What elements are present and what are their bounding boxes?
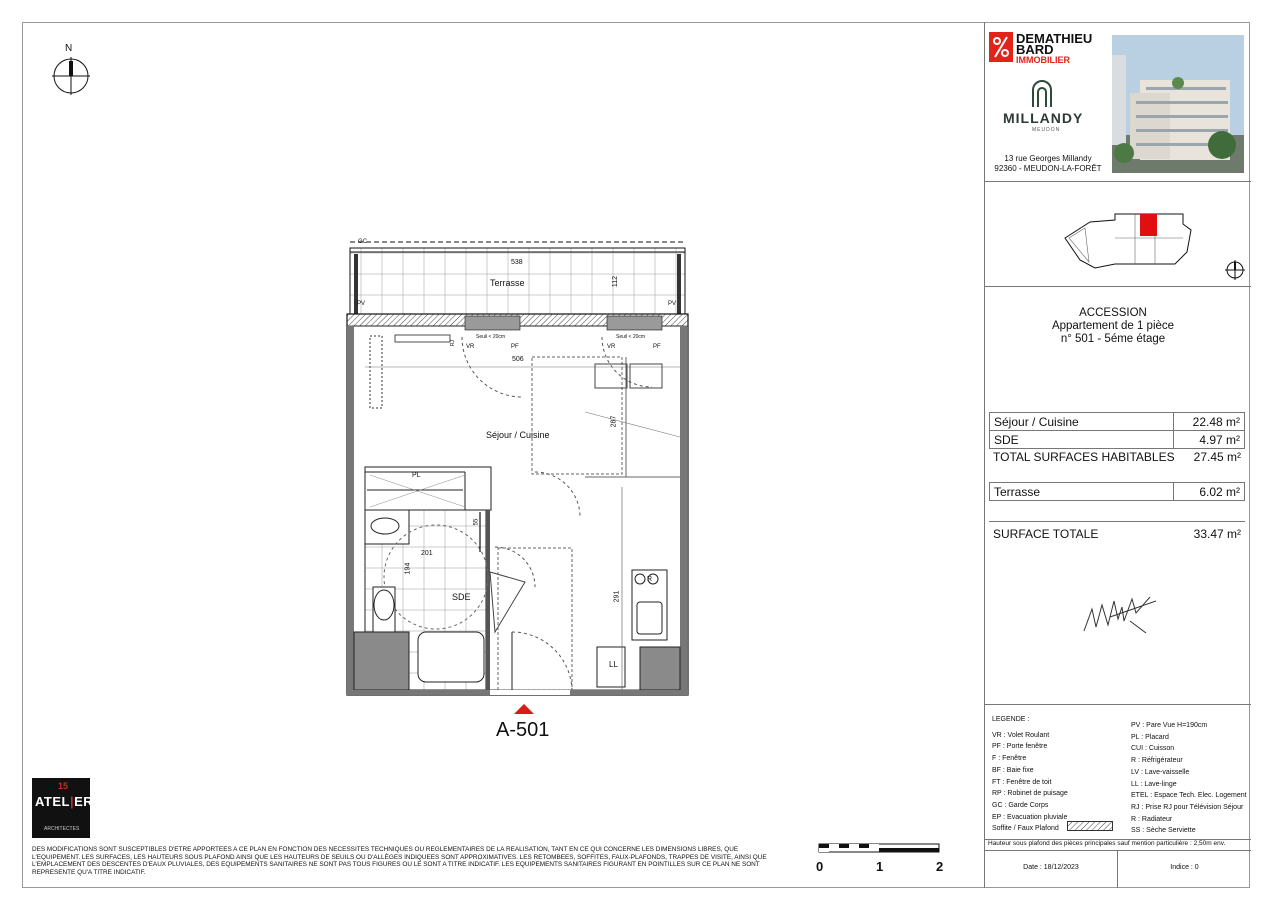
seuil-left: Seuil < 20cm [476,334,506,340]
pv-right-label: PV [668,301,677,307]
window-right [607,316,662,330]
legend-item: EP : Evacuation pluviale [992,813,1068,821]
legend-item: LL : Lave-linge [1131,780,1177,788]
rj-label: RJ [450,339,457,347]
vr-left-label: VR [466,344,475,350]
dim-201: 201 [421,550,433,557]
address-line-2: 92360 - MEUDON-LA-FORÊT [994,164,1102,173]
surface-label: Séjour / Cuisine [990,413,1174,431]
dim-55: 55 [473,518,480,526]
surface-label: SDE [990,431,1174,449]
legend-item: R : Radiateur [1131,815,1173,823]
address-line-1: 13 rue Georges Millandy [1004,154,1092,163]
legend-item: BF : Baie fixe [992,766,1034,774]
vr-right-label: VR [607,344,616,350]
project-subname: MEUDON [1032,127,1061,133]
architect-logo: 15 ATEL|ERS ARCHITECTES [32,778,90,838]
dim-194: 194 [404,562,412,575]
window-left [465,316,520,330]
terrace-label: Terrasse [490,278,525,288]
bathtub [418,632,484,682]
legend-item: RJ : Prise RJ pour Télévision Séjour [1131,803,1244,811]
legend-item: RP : Robinet de puisage [992,790,1068,798]
floor-plan [340,232,700,732]
total-surface-table [989,521,1245,542]
title-block [984,22,1250,888]
total-surface-label: SURFACE TOTALE [993,526,1099,541]
legend-item: VR : Volet Roulant [992,731,1050,739]
apartment-highlight [1140,214,1157,236]
terrace-depth-dim: 112 [612,275,620,288]
sejour-label: Séjour / Cuisine [486,430,550,440]
program-title: ACCESSION [1079,307,1147,319]
compass-icon [52,57,90,95]
terrace-table [989,482,1245,501]
key-plan [1055,204,1255,286]
terrace-width-dim: 538 [511,259,523,266]
ll-label: LL [609,660,618,669]
legend-item: PF : Porte fenêtre [992,743,1048,751]
legend-item: PV : Pare Vue H=190cm [1131,722,1208,729]
surface-row [990,413,1245,431]
disclaimer-text: DES MODIFICATIONS SONT SUSCEPTIBLES D'ETRE APPORTEES A CE PLAN EN FONCTION DES NECESSITES TECHNIQUES OU REGLEMENTAIRES DE LA REALISATION, TANT EN CE QUI CONCERNE LES DIMENSIONS LIBRES, QUE L'EQUIPEMENT. LES SURFACES, LES HAUTEURS SOUS PLAFOND AINSI QUE LES HAUTEURS DE SEUILS OU D'ALLÈGES INDIQUEES SONT APPROXIMATIVES. LES RETOMBEES, SOFFITES, FAUX-PLAFONDS, TRAPPES DE VISITE, AINSI QUE L'EMPLACEMENT DES DESCENTES D'EAUX PLUVIALES, DES EQUIPEMENTS SANITAIRES NE SONT PAS TOUS FIGURES OU LE SONT A TITRE INDICATIF. LES EQUIPEMENTS SANITAIRES FIGURANT EN POINTILLES SUR CE PLAN NE SONT REPRESENTE QU'A TITRE INDICATIF. [32,846,767,876]
terrace-surface-label: Terrasse [990,483,1174,501]
architect-name-1: ATEL [35,794,70,809]
dim-287: 287 [610,415,618,428]
legend-item: ETEL : Espace Tech. Elec. Logement [1131,792,1247,800]
total-habitable-table [989,448,1245,465]
scale-1: 1 [876,859,884,874]
total-habitable-value: 27.45 m² [1193,449,1241,464]
surface-value: 22.48 m² [1174,413,1245,431]
pf-right-label: PF [653,344,661,350]
date-label: Date : 18/12/2023 [1023,864,1079,871]
right-wall [680,326,687,695]
entrance-marker-icon [513,703,535,715]
toilet [373,587,395,632]
legend-title: LEGENDE : [992,716,1030,723]
program-line-1: Appartement de 1 pièce [1051,320,1175,332]
brand-line-1: DEMATHIEU [1016,31,1093,46]
soffite-hatch-swatch [1067,821,1113,831]
millandy-logo-icon [1031,80,1053,108]
scale-0: 0 [816,859,824,874]
surface-table [989,412,1245,449]
program-line-2: n° 501 - 5éme étage [1060,333,1166,345]
legend-item: Soffite / Faux Plafond [992,825,1059,833]
north-compass [52,43,92,99]
seuil-right: Seuil < 20cm [616,334,646,340]
total-habitable-label: TOTAL SURFACES HABITABLES [993,449,1175,464]
legend-item: PL : Placard [1131,733,1169,741]
apartment-code: A-501 [496,719,550,741]
surface-value: 4.97 m² [1174,431,1245,449]
sde-label: SDE [452,592,471,602]
brand-logo-icon [989,32,1013,62]
privacy-screen-right [677,254,681,314]
legend-item: GC : Garde Corps [992,801,1049,809]
signature [1080,587,1160,637]
dim-291: 291 [613,590,621,603]
ceiling-height-note: Hauteur sous plafond des pièces principales sauf mention particulière : 2,50m env. [988,840,1226,847]
architect-subtitle: ARCHITECTES [44,826,80,832]
legend-item: SS : Sèche Serviette [1131,827,1196,835]
project-name: MILLANDY [1003,110,1084,126]
legend-item: LV : Lave-vaisselle [1131,768,1190,776]
north-label: N [65,43,73,54]
dim-506: 506 [512,356,524,363]
total-surface-value: 33.47 m² [1193,526,1241,541]
legend-item: R : Réfrigérateur [1131,757,1183,765]
left-wall [347,326,354,695]
legend-item: FT : Fenêtre de toit [992,778,1052,786]
legend-right [1131,720,1247,837]
scale-2: 2 [936,859,944,874]
legend-item: CUI : Cuisson [1131,745,1175,753]
architect-number: 15 [58,781,69,791]
building-rendering [1112,35,1244,173]
legend-left [992,714,1068,835]
brand-line-3: IMMOBILIER [1016,55,1070,65]
r-label: R [647,576,653,583]
index-label: Indice : 0 [1170,864,1199,871]
legend-item: F : Fenêtre [992,755,1027,763]
architect-name-2: ERS [74,794,103,809]
terrace-surface-value: 6.02 m² [1174,483,1245,501]
scale-bar [816,842,946,856]
pv-left-label: PV [357,301,366,307]
brand-line-2: BARD [1016,42,1054,57]
gc-label: GC [358,239,367,245]
pl-label: PL [412,472,421,479]
pf-left-label: PF [511,344,519,350]
surface-row [990,431,1245,449]
